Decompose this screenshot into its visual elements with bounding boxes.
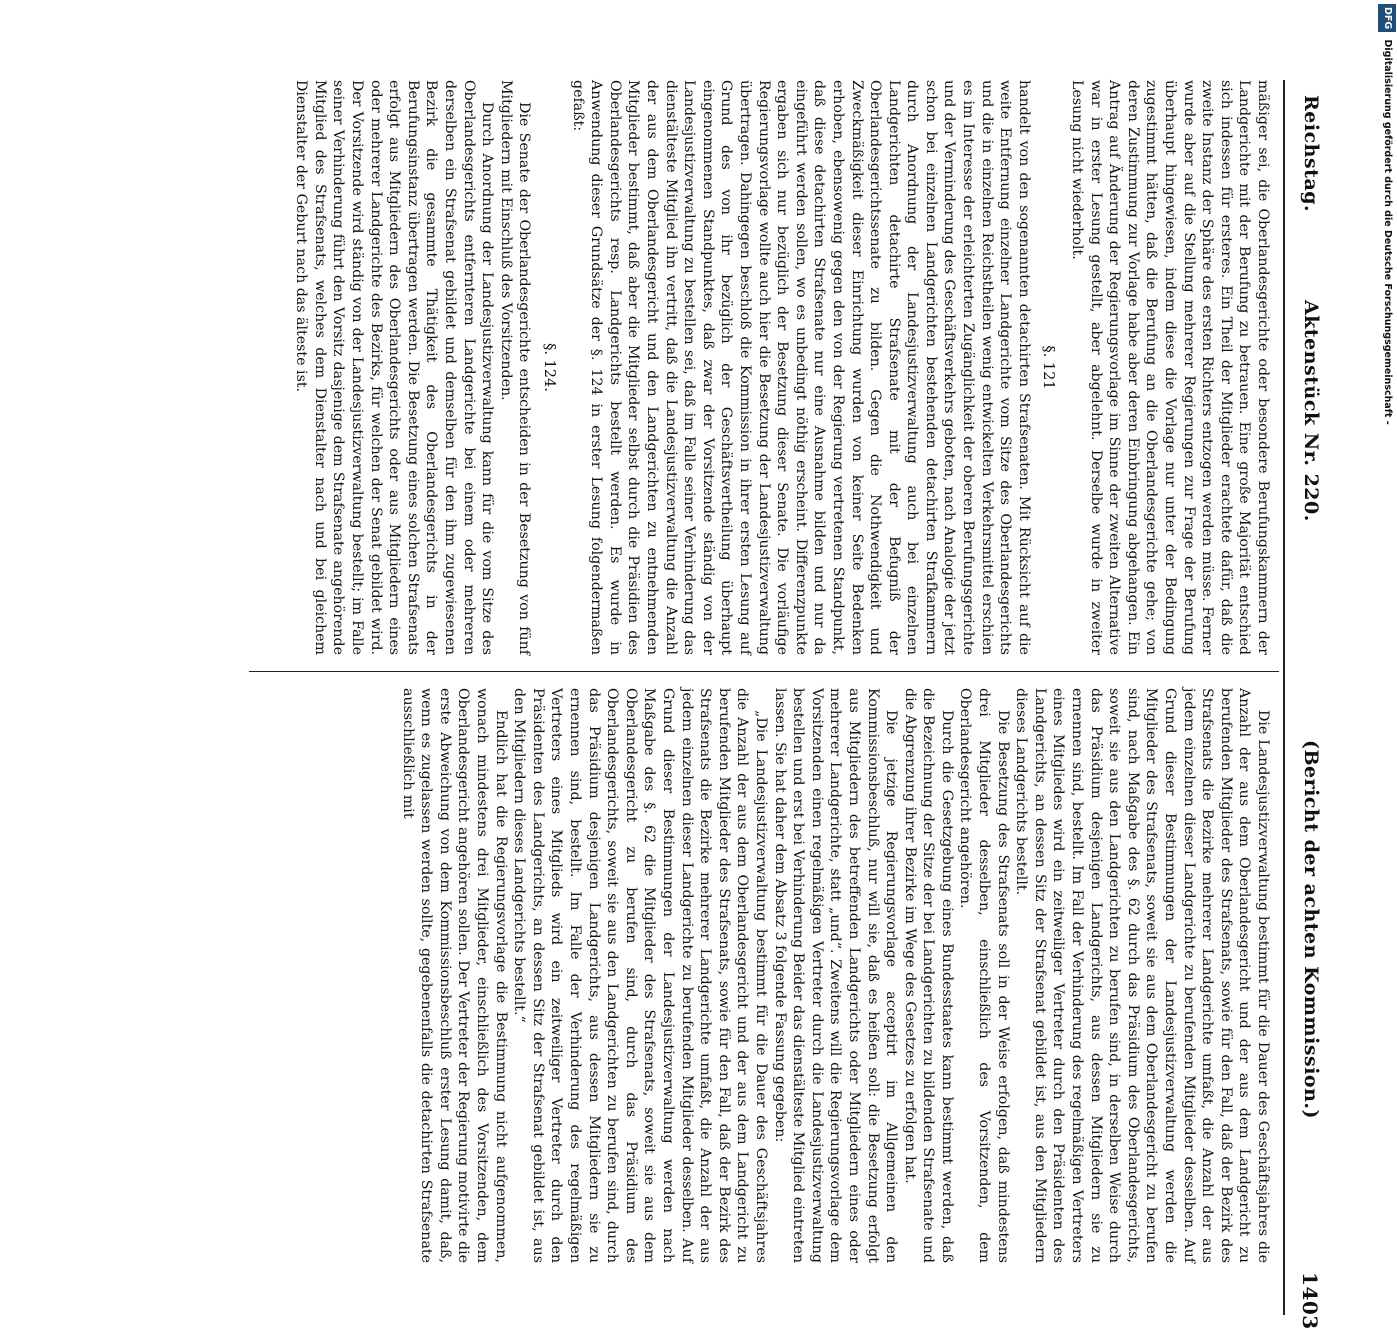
section-heading: §. 121 [1040,345,1057,390]
digitization-credit [1378,0,1396,1000]
section-heading: §. 124. [541,343,558,392]
paragraph: handelt von den sogenannten detachirten Strafsenaten. Mit Rücksicht auf die weite Entfernung einzelner Landgerichte vom Sitze des Oberlandesgerichts und die in einzelnen Reichstheilen wenig entwickelten Verkehrsmittel erschien es im Interesse der erleichterten Zugänglichkeit der oberen Berufungsgerichte und der Verminderung des Geschäftsverkehrs geboten, nach Analogie der jetzt schon bei einzelnen Landgerichten bestehenden detachirten Strafkammern durch Anordnung der Landesjustizverwaltung auch bei einzelnen Landgerichten detachirte Strafsenate mit der Befugniß der Oberlandesgerichtssenate zu bilden. Gegen die Nothwendigkeit und Zweckmäßigkeit dieser Einrichtung wurden von keiner Seite Bedenken erhoben, ebensowenig gegen den von der Regierung vertretenen Standpunkt, daß diese detachirten Strafsenate nur eine Ausnahme bilden und nur da eingeführt werden sollen, wo es unbedingt nöthig erscheint. Differenzpunkte ergaben sich nur bezüglich der Besetzung dieser Senate. Die vorläufige Regierungsvorlage wollte auch hier die Besetzung der Landesjustizverwaltung übertragen. Dahingegen beschloß die Kommission in ihrer ersten Lesung auf Grund des von ihr bezüglich der Geschäftsvertheilung überhaupt eingenommenen Standpunktes, daß zwar der Vorsitzende ständig von der Landesjustizverwaltung zu bestellen sei, daß im Falle seiner Verhinderung das dienstälteste Mitglied ihn vertritt, daß die Landesjustizverwaltung die Anzahl der aus dem Oberlandesgericht und den Landgerichten zu entnehmenden Mitglieder bestimmt, daß aber die Mitglieder selbst durch die Präsidien des Oberlandesgerichts resp. Landgerichts bestellt werden. Es wurde in Anwendung dieser Grundsätze der §. 124 in erster Lesung folgendermaßen gefaßt: [569,80,1032,655]
logo-dfg: DFG [1378,4,1396,32]
header-document-number: Aktenstück Nr. 220. [1300,300,1322,522]
credit-text: Digitalisierung gefördert durch die Deutsche Forschungsgemeinschaft - [1382,39,1393,425]
page-header [1282,0,1322,1330]
paragraph: Die Landesjustizverwaltung bestimmt für die Dauer des Geschäftsjahres die Anzahl der aus dem Oberlandesgericht und der aus dem Landgericht zu berufenden Mitglieder des Strafsenats, sowie für den Fall, daß der Bezirk des Strafsenats die Bezirke mehrerer Landgerichte umfaßt, die Anzahl der aus jedem einzelnen dieser Landgerichte zu berufenden Mitglieder desselben. Auf Grund dieser Bestimmungen der Landesjustizverwaltung werden die Mitglieder des Strafsenats, soweit sie aus dem Oberlandesgericht zu berufen sind, nach Maßgabe des §. 62 durch das Präsidium des Oberlandesgerichts, soweit sie aus den Landgerichten zu berufen sind, in derselben Weise durch das Präsidium desjenigen Landgerichts, aus dessen Mitgliedern sie zu ernennen sind, bestellt. Im Fall der Verhinderung des regelmäßigen Vertreters eines Mitgliedes wird ein zeitweiliger Vertreter durch den Präsidenten des Landgerichts, an dessen Sitz der Strafsenat gebildet ist, aus den Mitgliedern dieses Landgerichts bestellt. [1013,688,1271,1263]
paragraph: Durch die Gesetzgebung eines Bundesstaates kann bestimmt werden, daß die Bezeichnung der Sitze der bei Landgerichten zu bildenden Strafsenate und die Abgrenzung ihrer Bezirke im Wege des Gesetzes zu erfolgen hat. [901,688,955,1263]
header-publication: Reichstag. [1300,95,1322,213]
paragraph: Die jetzige Regierungsvorlage acceptirt im Allgemeinen den Kommissionsbeschluß, nur will sie, daß es heißen soll: die Besetzung erfolgt aus Mitgliedern des betreffenden Landgerichts oder Mitgliedern eines oder mehrerer Landgerichte, statt „und“. Zweitens will die Regierungsvorlage dem Vorsitzenden einen regelmäßigen Vertreter durch die Landesjustizverwaltung bestellen und erst bei Verhinderung Beider das dienstälteste Mitglied eintreten lassen. Sie hat daher dem Absatz 3 folgende Fassung gegeben: [771,688,900,1263]
paragraph: „Die Landesjustizverwaltung bestimmt für die Dauer des Geschäftsjahres die Anzahl der aus dem Oberlandesgericht und der aus dem Landgericht zu berufenden Mitglieder des Strafsenats, sowie für den Fall, daß der Bezirk des Strafsenats die Bezirke mehrerer Landgerichte umfaßt, die Anzahl der aus jedem einzelnen dieser Landgerichte zu berufenden Mitglieder desselben. Auf Grund dieser Bestimmungen der Landesjustizverwaltung werden nach Maßgabe des §. 62 die Mitglieder des Strafsenats, soweit sie aus dem Oberlandesgericht zu berufen sind, durch das Präsidium des Oberlandesgerichts, soweit sie aus den Landgerichten zu berufen sind, durch das Präsidium desjenigen Landgerichts, aus dessen Mitgliedern sie zu ernennen sind, bestellt. Im Falle der Verhinderung des regelmäßigen Vertreters eines Mitglieds wird ein zeitweiliger Vertreter durch den Präsidenten des Landgerichts, an dessen Sitz der Strafsenat gebildet ist, aus den Mitgliedern dieses Landgerichts bestellt.“ [511,688,769,1263]
paragraph: Durch Anordnung der Landesjustizverwaltung kann für die vom Sitze des Oberlandesgerichts entfernteren Landgerichte bei einem oder mehreren derselben ein Strafsenat gebildet und demselben für den ihm zugewiesenen Bezirk die gesammte Thätigkeit des Oberlandesgerichts in der Berufungsinstanz übertragen werden. Die Besetzung eines solchen Strafsenats erfolgt aus Mitgliedern des Oberlandesgerichts oder aus Mitgliedern eines oder mehrerer Landgerichte des Bezirks, für welchen der Senat gebildet wird. Der Vorsitzende wird ständig von der Landesjustizverwaltung bestellt; im Falle seiner Verhinderung führt den Vorsitz dasjenige dem Strafsenate angehörende Mitglied des Strafsenats, welches dem Dienstalter nach und bei gleichem Dienstalter der Geburt nach das älteste ist. [293,80,496,655]
header-report-title: (Bericht der achten Kommission.) [1300,740,1322,1120]
paragraph: Die Besetzung des Strafsenats soll in der Weise erfolgen, daß mindestens drei Mitglieder desselben, einschließlich des Vorsitzenden, dem Oberlandesgericht angehören. [957,688,1011,1263]
paragraph: Die Senate der Oberlandesgerichte entscheiden in der Besetzung von fünf Mitgliedern mit Einschluß des Vorsitzenden. [497,80,533,655]
header-rule [1283,80,1285,1315]
paragraph: Endlich hat die Regierungsvorlage die Bestimmung nicht aufgenommen, wonach mindestens drei Mitglieder, einschließlich des Vorsitzenden, dem Oberlandesgericht angehören sollen. Der Vertreter der Regierung motivirte die erste Abweichung von dem Kommissionsbeschluß erster Lesung damit, daß, wenn es zugelassen werden sollte, gegebenenfalls die detachirten Strafsenate ausschließlich mit [399,688,509,1263]
header-page-number: 1403 [1298,1272,1322,1330]
paragraph: mäßiger sei, die Oberlandesgerichte oder besondere Berufungskammern der Landgerichte mit der Berufung zu betrauen. Eine große Majorität entschied sich indessen für ersteres. Ein Theil der Mitglieder erachtete dafür, daß die zweite Instanz der Sphäre des ersten Richters entzogen werden müsse. Ferner wurde aber auf die Stellung mehrerer Regierungen zur Frage der Berufung überhaupt hingewiesen, indem diese die Vorlage nur unter der Bedingung zugestimmt hätten, daß die Berufung an die Oberlandesgerichte gehe; von deren Zustimmung zur Vorlage habe aber deren Einbringung abgehangen. Ein Antrag auf Änderung der Regierungsvorlage im Sinne der zweiten Alternative war in erster Lesung gestellt, aber abgelehnt. Derselbe wurde in zweiter Lesung nicht wiederholt. [1069,80,1271,655]
column-divider [249,671,1279,672]
left-text-column [292,80,1272,655]
right-text-column [398,688,1272,1263]
